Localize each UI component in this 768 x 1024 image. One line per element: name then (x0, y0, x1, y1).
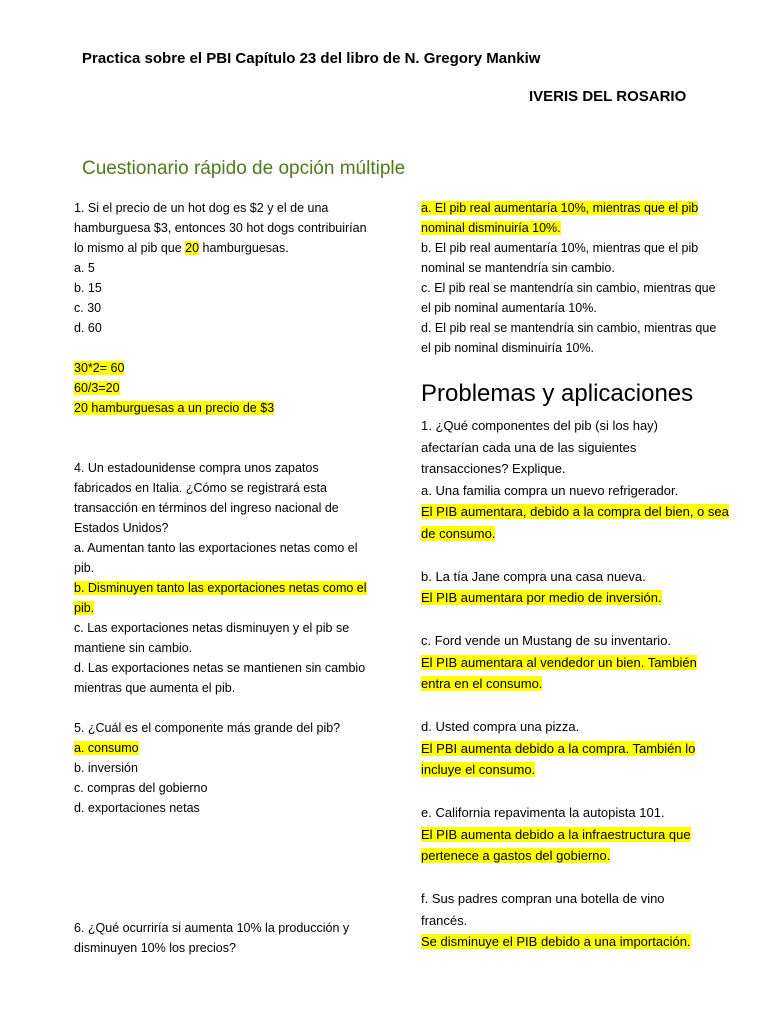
highlighted-answer: El PIB aumentara, debido a la compra del bien, o sea (421, 504, 729, 519)
highlighted-answer: b. Disminuyen tanto las exportaciones netas como el (74, 581, 367, 595)
option: c. 30 (74, 301, 102, 315)
problem-item: c. Ford vende un Mustang de su inventario. (421, 633, 672, 648)
option: el pib nominal aumentaría 10%. (421, 301, 597, 315)
highlighted-answer: a. El pib real aumentaría 10%, mientras que el pib (421, 201, 699, 215)
highlighted-answer: de consumo. (421, 525, 496, 541)
option: el pib nominal disminuiría 10%. (421, 341, 595, 355)
problem-intro: 1. ¿Qué componentes del pib (si los hay) (421, 418, 659, 433)
question-text (74, 238, 374, 258)
question-text: 6. ¿Qué ocurriría si aumenta 10% la producción y (74, 921, 350, 935)
question-6-options (421, 198, 727, 358)
problem-item: f. Sus padres compran una botella de vino (421, 891, 665, 906)
option: c. compras del gobierno (74, 781, 208, 795)
highlighted-answer: a. consumo (74, 741, 139, 755)
highlighted-answer: entra en el consumo. (421, 676, 543, 691)
highlighted-answer: pertenece a gastos del gobierno. (421, 848, 611, 863)
highlighted-answer: El PBI aumenta debido a la compra. También lo (421, 740, 696, 756)
question-text: hamburguesa $3, entonces 30 hot dogs contribuirían (74, 221, 367, 235)
problem-item: b. La tía Jane compra una casa nueva. (421, 568, 646, 584)
question-text: fabricados en Italia. ¿Cómo se registrará esta (74, 481, 327, 495)
question-4 (74, 458, 374, 698)
question-text-part: hamburguesas. (199, 241, 289, 255)
question-text: 5. ¿Cuál es el componente más grande del pib? (74, 721, 341, 735)
problem-item: francés. (421, 912, 468, 928)
author-name: IVERIS DEL ROSARIO (529, 88, 687, 105)
question-text: 1. Si el precio de un hot dog es $2 y el de una (74, 201, 329, 215)
option: a. 5 (74, 261, 95, 275)
option: a. Aumentan tanto las exportaciones netas como el (74, 541, 358, 555)
highlighted-answer: pib. (74, 601, 95, 615)
option: d. exportaciones netas (74, 801, 200, 815)
option: mientras que aumenta el pib. (74, 681, 236, 695)
option: b. 15 (74, 281, 102, 295)
question-6 (74, 918, 374, 958)
option: d. 60 (74, 321, 102, 335)
question-5 (74, 718, 374, 818)
problem-intro: afectarían cada una de las siguientes (421, 439, 637, 455)
problem-item: d. Usted compra una pizza. (421, 719, 580, 734)
working-line: 60/3=20 (74, 381, 120, 395)
working-line: 30*2= 60 (74, 361, 125, 375)
highlighted-answer: Se disminuye el PIB debido a una importación. (421, 934, 691, 949)
highlighted-answer: nominal disminuiría 10%. (421, 221, 561, 235)
question-text: disminuyen 10% los precios? (74, 941, 236, 955)
question-text: transacción en términos del ingreso nacional de (74, 501, 339, 515)
section-heading-quiz: Cuestionario rápido de opción múltiple (82, 158, 406, 179)
document-title: Practica sobre el PBI Capítulo 23 del libro de N. Gregory Mankiw (82, 50, 541, 67)
option: mantiene sin cambio. (74, 641, 193, 655)
problem-intro: transacciones? Explique. (421, 461, 566, 476)
question-1 (74, 198, 374, 418)
question-text: 4. Un estadounidense compra unos zapatos (74, 461, 319, 475)
problem-item: a. Una familia compra un nuevo refrigerador. (421, 482, 679, 498)
option: d. Las exportaciones netas se mantienen sin cambio (74, 661, 366, 675)
section-heading-problems: Problemas y aplicaciones (421, 380, 694, 407)
option: b. inversión (74, 761, 138, 775)
highlighted-answer: El PIB aumentara por medio de inversión. (421, 590, 662, 605)
option: d. El pib real se mantendría sin cambio, mientras que (421, 321, 717, 335)
highlighted-answer: El PIB aumenta debido a la infraestructura que (421, 826, 691, 842)
option: c. Las exportaciones netas disminuyen y el pib se (74, 621, 350, 635)
problem-item: e. California repavimenta la autopista 101. (421, 805, 665, 820)
option: b. El pib real aumentaría 10%, mientras que el pib (421, 241, 699, 255)
highlighted-answer: 20 (185, 241, 200, 255)
question-text-part: lo mismo al pib que (74, 241, 186, 255)
working-line: 20 hamburguesas a un precio de $3 (74, 401, 275, 415)
option: pib. (74, 561, 95, 575)
highlighted-answer: incluye el consumo. (421, 762, 536, 777)
highlighted-answer: El PIB aumentara al vendedor un bien. También (421, 654, 697, 670)
question-text: Estados Unidos? (74, 521, 169, 535)
problems-list (421, 415, 727, 953)
option: c. El pib real se mantendría sin cambio, mientras que (421, 281, 716, 295)
option: nominal se mantendría sin cambio. (421, 261, 615, 275)
